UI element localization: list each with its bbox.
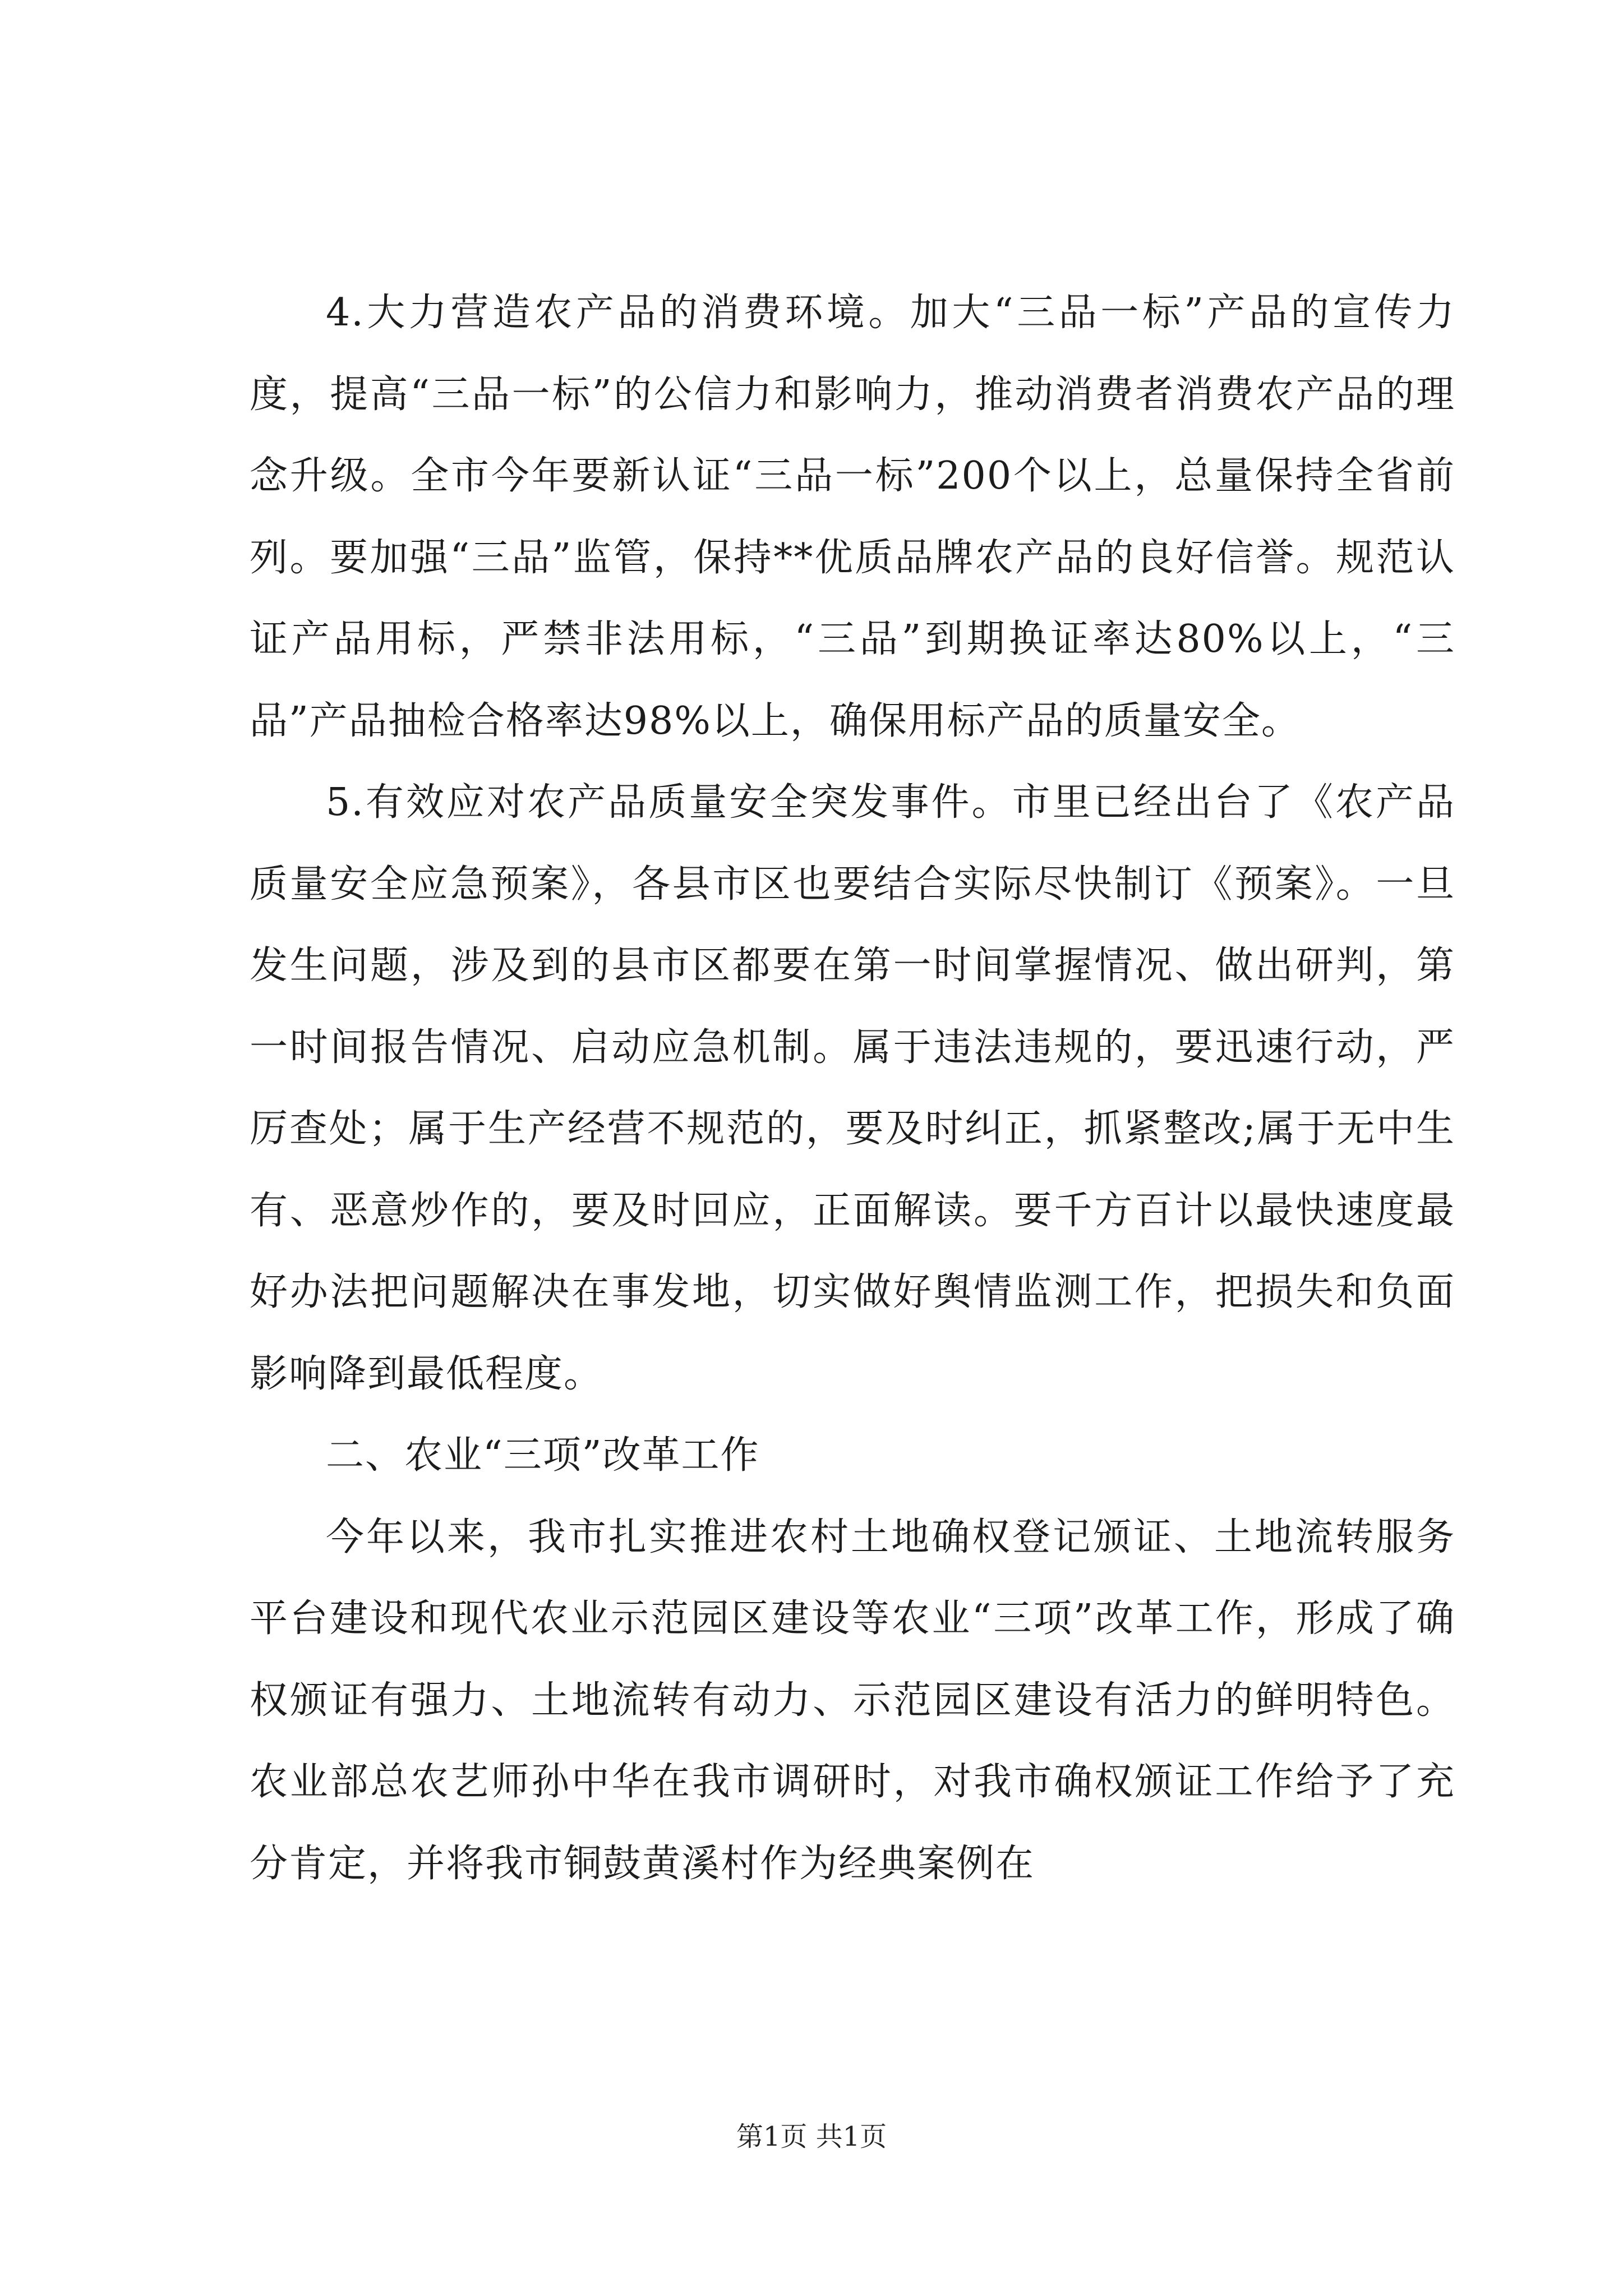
page-footer: 第1页 共1页 <box>736 2121 887 2152</box>
paragraph-consumption-environment: 4.大力营造农产品的消费环境。加大“三品一标”产品的宣传力度，提高“三品一标”的公信力和影响力，推动消费者消费农产品的理念升级。全市今年要新认证“三品一标”200个以上，总量保持全省前列。要加强“三品”监管，保持**优质品牌农产品的良好信誉。规范认证产品用标，严禁非法用标，“三品”到期换证率达80%以上，“三品”产品抽检合格率达98%以上，确保用标产品的质量安全。 <box>250 291 1455 743</box>
document-body <box>250 272 1455 1904</box>
paragraph-emergency-response: 5.有效应对农产品质量安全突发事件。市里已经出台了《农产品质量安全应急预案》，各县市区也要结合实际尽快制订《预案》。一旦发生问题，涉及到的县市区都要在第一时间掌握情况、做出研判，第一时间报告情况、启动应急机制。属于违法违规的，要迅速行动，严厉查处；属于生产经营不规范的，要及时纠正，抓紧整改;属于无中生有、恶意炒作的，要及时回应，正面解读。要千方百计以最快速度最好办法把问题解决在事发地，切实做好舆情监测工作，把损失和负面影响降到最低程度。 <box>250 780 1455 1396</box>
section-heading-reform: 二、农业“三项”改革工作 <box>326 1433 760 1478</box>
paragraph-reform-progress: 今年以来，我市扎实推进农村土地确权登记颁证、土地流转服务平台建设和现代农业示范园区建设等农业“三项”改革工作，形成了确权颁证有强力、土地流转有动力、示范园区建设有活力的鲜明特色。农业部总农艺师孙中华在我市调研时，对我市确权颁证工作给予了充分肯定，并将我市铜鼓黄溪村作为经典案例在 <box>250 1515 1455 1886</box>
